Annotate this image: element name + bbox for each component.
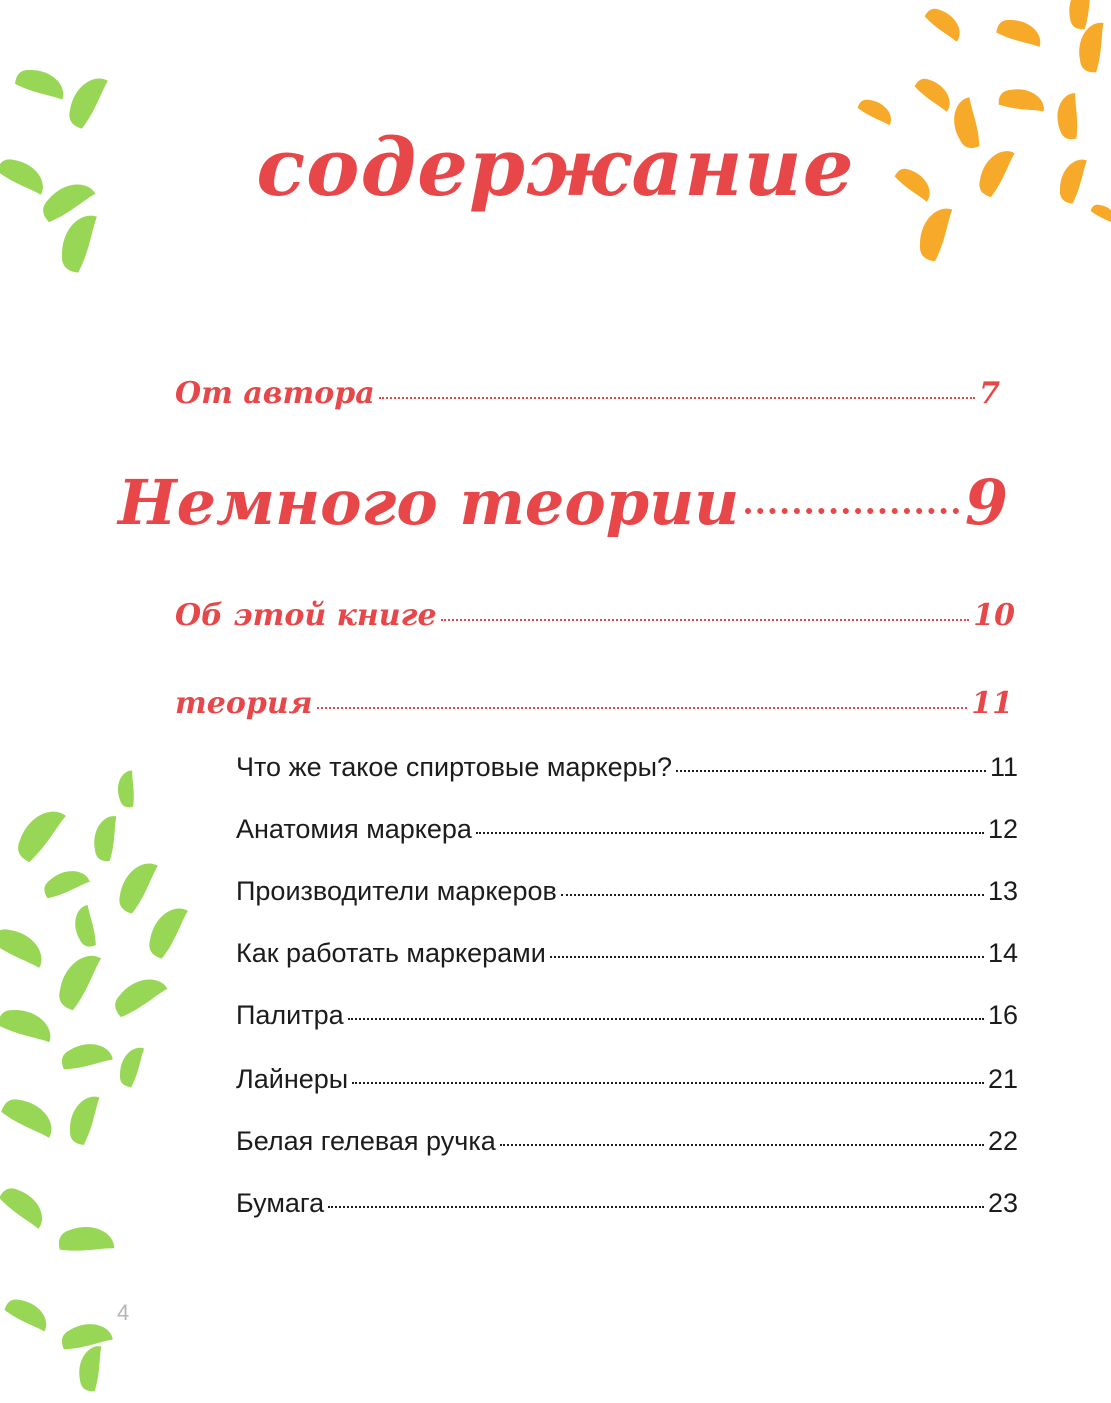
toc-subentry-page: 22 bbox=[987, 1126, 1018, 1156]
toc-subentry-label: Палитра bbox=[236, 1000, 344, 1030]
toc-subentry-page: 13 bbox=[987, 876, 1018, 906]
toc-leader-dots bbox=[745, 508, 959, 514]
toc-leader-dots bbox=[561, 894, 984, 896]
toc-subentry[interactable] bbox=[236, 938, 1018, 969]
toc-subentry-page: 23 bbox=[987, 1188, 1018, 1218]
toc-subentry[interactable] bbox=[236, 1126, 1018, 1157]
toc-subentry[interactable] bbox=[236, 1000, 1018, 1031]
toc-leader-dots bbox=[476, 832, 984, 834]
toc-subentry-label: Бумага bbox=[236, 1188, 325, 1218]
toc-section-theory-intro[interactable] bbox=[118, 466, 1008, 539]
toc-subentry-page: 21 bbox=[987, 1064, 1018, 1094]
toc-entry-theory[interactable] bbox=[175, 686, 1013, 721]
toc-leader-dots bbox=[352, 1082, 984, 1084]
page-number: 4 bbox=[117, 1300, 130, 1325]
toc-entry-page: 10 bbox=[973, 598, 1015, 633]
toc-leader-dots bbox=[441, 619, 970, 621]
toc-section-page: 9 bbox=[964, 466, 1008, 539]
toc-subentry-page: 16 bbox=[987, 1000, 1018, 1030]
toc-subentry-label: Как работать маркерами bbox=[236, 938, 546, 968]
toc-entry-from-author[interactable] bbox=[175, 376, 1000, 411]
toc-leader-dots bbox=[676, 770, 986, 772]
toc-subentry[interactable] bbox=[236, 1064, 1018, 1095]
page-title: содержание bbox=[256, 120, 855, 214]
toc-subentry-label: Лайнеры bbox=[236, 1064, 349, 1094]
toc-subentry-page: 14 bbox=[987, 938, 1018, 968]
toc-subentry-page: 11 bbox=[989, 752, 1018, 782]
toc-leader-dots bbox=[500, 1144, 984, 1146]
toc-entry-page: 7 bbox=[979, 376, 1000, 411]
toc-leader-dots bbox=[348, 1018, 984, 1020]
toc-entry-label: От автора bbox=[175, 376, 375, 411]
toc-subentry-label: Белая гелевая ручка bbox=[236, 1126, 496, 1156]
toc-leader-dots bbox=[379, 397, 975, 399]
toc-subentry[interactable] bbox=[236, 752, 1018, 783]
toc-entry-label: Об этой книге bbox=[175, 598, 437, 633]
toc-leader-dots bbox=[317, 707, 968, 709]
toc-subentry-page: 12 bbox=[987, 814, 1018, 844]
toc-entry-label: теория bbox=[175, 686, 313, 721]
toc-subentry[interactable] bbox=[236, 1188, 1018, 1219]
toc-subentry[interactable] bbox=[236, 876, 1018, 907]
toc-entry-page: 11 bbox=[971, 686, 1013, 721]
toc-leader-dots bbox=[550, 956, 984, 958]
toc-subentry-label: Производители маркеров bbox=[236, 876, 557, 906]
toc-entry-about-book[interactable] bbox=[175, 598, 1015, 633]
toc-section-label: Немного теории bbox=[118, 466, 740, 539]
toc-subentry[interactable] bbox=[236, 814, 1018, 845]
toc-subentry-label: Что же такое спиртовые маркеры? bbox=[236, 752, 673, 782]
toc-leader-dots bbox=[328, 1206, 984, 1208]
toc-subentry-label: Анатомия маркера bbox=[236, 814, 472, 844]
